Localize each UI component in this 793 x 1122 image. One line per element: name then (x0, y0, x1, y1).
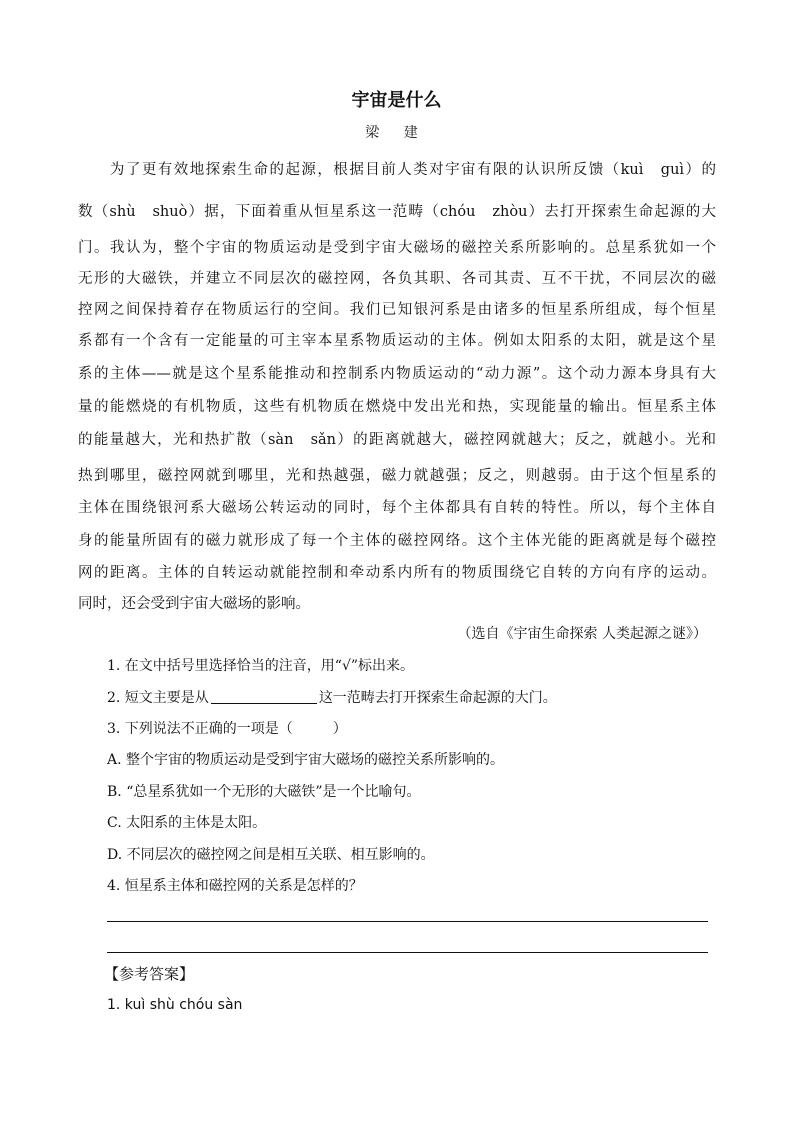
author: 梁 建 (365, 125, 428, 141)
option-a: A. 整个宇宙的物质运动是受到宇宙大磁场的磁控关系所影响的。 (107, 752, 505, 768)
passage-line: 系的主体——就是这个星系能推动和控制系内物质运动的“动力源”。这个动力源本身具有大 (78, 366, 716, 382)
passage-line: 数（shù shuò）据，下面着重从恒星系这一范畴（chóu zhòu）去打开探索生命起源的大 (78, 204, 716, 220)
answer-heading: 【参考答案】 (104, 965, 195, 983)
answer-1: 1. kuì shù chóu sàn (107, 997, 243, 1013)
option-c: C. 太阳系的主体是太阳。 (107, 815, 267, 831)
passage-line: 的能量越大，光和热扩散（sàn sǎn）的距离就越大，磁控网就越大；反之，就越小。光和 (78, 432, 716, 448)
question-2-prefix: 2. 短文主要是从 (107, 690, 209, 706)
passage-line: 网的距离。主体的自转运动就能控制和牵动系内所有的物质围绕它自转的方向有序的运动。 (78, 565, 716, 581)
answer-blank[interactable] (211, 689, 317, 704)
passage-line: 量的能燃烧的有机物质，这些有机物质在燃烧中发出光和热，实现能量的输出。恒星系主体 (78, 399, 716, 415)
passage-line: 系都有一个含有一定能量的可主宰本星系物质运动的主体。例如太阳系的太阳，就是这个星 (78, 333, 716, 349)
passage-line: 主体在围绕银河系大磁场公转运动的同时，每个主体都具有自转的特性。所以，每个主体自 (78, 500, 716, 516)
passage-line: 无形的大磁铁，并建立不同层次的磁控网，各负其职、各司其责、互不干扰，不同层次的磁 (78, 271, 716, 287)
question-3-prefix: 3. 下列说法不正确的一项是（ (107, 721, 293, 737)
page-title: 宇宙是什么 (351, 90, 442, 111)
passage-line: 热到哪里，磁控网就到哪里，光和热越强，磁力就越强；反之，则越弱。由于这个恒星系的 (78, 468, 716, 484)
passage-line: 为了更有效地探索生命的起源，根据目前人类对宇宙有限的认识所反馈（kuì guì）的 (78, 162, 716, 178)
question-1: 1. 在文中括号里选择恰当的注音，用“√”标出来。 (107, 658, 415, 674)
source-citation: （选自《宇宙生命探索 人类起源之谜》） (457, 626, 707, 642)
passage-line: 同时，还会受到宇宙大磁场的影响。 (78, 596, 310, 612)
question-2-suffix: 这一范畴去打开探索生命起源的大门。 (318, 690, 557, 706)
passage-line: 门。我认为，整个宇宙的物质运动是受到宇宙大磁场的磁控关系所影响的。总星系犹如一个 (78, 240, 716, 256)
passage-line: 控网之间保持着存在物质运行的空间。我们已知银河系是由诸多的恒星系所组成，每个恒星 (78, 302, 716, 318)
answer-line[interactable] (107, 921, 708, 922)
answer-line[interactable] (107, 952, 708, 953)
question-4: 4. 恒星系主体和磁控网的关系是怎样的？ (107, 878, 363, 894)
option-d: D. 不同层次的磁控网之间是相互关联、相互影响的。 (107, 847, 435, 863)
question-2 (107, 687, 557, 707)
option-b: B. “总星系犹如一个无形的大磁铁”是一个比喻句。 (107, 784, 421, 800)
question-3-suffix: ） (332, 721, 347, 737)
question-3 (107, 718, 347, 738)
passage-line: 身的能量所固有的磁力就形成了每一个主体的磁控网络。这个主体光能的距离就是每个磁控 (78, 533, 716, 549)
